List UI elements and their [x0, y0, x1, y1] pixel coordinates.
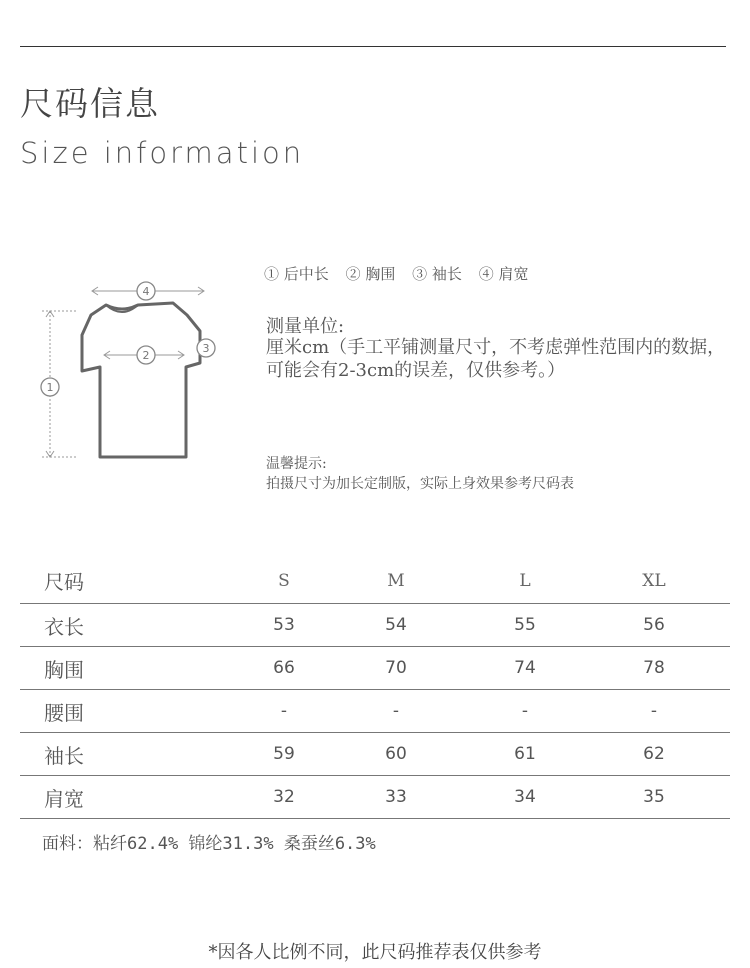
table-cell: 74 — [514, 658, 536, 678]
footnote: *因各人比例不同，此尺码推荐表仅供参考 — [208, 942, 542, 963]
legend-item-back-length: ① 后中长 — [264, 265, 329, 283]
tshirt-icon — [26, 275, 226, 470]
marker-1: 1 — [46, 381, 54, 394]
top-divider — [20, 46, 726, 47]
tshirt-measurement-diagram — [26, 275, 226, 470]
row-label: 衣长 — [44, 614, 84, 639]
tip-title: 温馨提示: — [266, 456, 327, 472]
size-table — [20, 558, 730, 819]
row-label: 胸围 — [44, 657, 84, 682]
table-cell: 34 — [514, 787, 536, 807]
row-label: 腰围 — [44, 700, 84, 725]
table-row — [20, 604, 730, 647]
row-label: 肩宽 — [44, 786, 84, 811]
table-row — [20, 733, 730, 776]
table-cell: - — [650, 701, 658, 721]
table-cell: 35 — [643, 787, 665, 807]
fabric-composition: 面料：粘纤62.4% 锦纶31.3% 桑蚕丝6.3% — [42, 834, 376, 854]
marker-2: 2 — [142, 349, 150, 362]
row-label: 袖长 — [44, 743, 84, 768]
table-cell: - — [280, 701, 288, 721]
table-cell: - — [521, 701, 529, 721]
marker-4: 4 — [142, 285, 150, 298]
table-cell: - — [392, 701, 400, 721]
table-cell: 56 — [643, 615, 665, 635]
size-l: L — [519, 570, 531, 591]
tip-text: 拍摄尺寸为加长定制版，实际上身效果参考尺码表 — [266, 476, 574, 492]
table-row — [20, 647, 730, 690]
page-title-en: Size information — [20, 136, 305, 170]
table-cell: 33 — [385, 787, 407, 807]
size-table-header — [20, 558, 730, 604]
marker-3: 3 — [202, 342, 210, 355]
table-cell: 32 — [273, 787, 295, 807]
measurement-unit-title: 测量单位: — [266, 316, 345, 337]
table-cell: 54 — [385, 615, 407, 635]
table-cell: 66 — [273, 658, 295, 678]
size-s: S — [278, 570, 290, 591]
header-label: 尺码 — [44, 570, 84, 594]
size-xl: XL — [642, 570, 666, 591]
table-cell: 70 — [385, 658, 407, 678]
table-cell: 60 — [385, 744, 407, 764]
legend-item-shoulder: ④ 肩宽 — [478, 265, 529, 283]
table-row — [20, 776, 730, 819]
table-cell: 62 — [643, 744, 665, 764]
table-cell: 59 — [273, 744, 295, 764]
table-cell: 78 — [643, 658, 665, 678]
table-cell: 61 — [514, 744, 536, 764]
legend-item-chest: ② 胸围 — [345, 265, 396, 283]
legend-item-sleeve: ③ 袖长 — [412, 265, 462, 283]
table-cell: 53 — [273, 615, 295, 635]
measurement-legend — [264, 263, 540, 284]
size-m: M — [387, 570, 405, 591]
measurement-unit-text: 厘米cm（手工平铺测量尺寸，不考虑弹性范围内的数据，可能会有2-3cm的误差，仅供参考。） — [266, 337, 726, 381]
table-row — [20, 690, 730, 733]
page-title-cn: 尺码信息 — [20, 84, 160, 123]
table-cell: 55 — [514, 615, 536, 635]
